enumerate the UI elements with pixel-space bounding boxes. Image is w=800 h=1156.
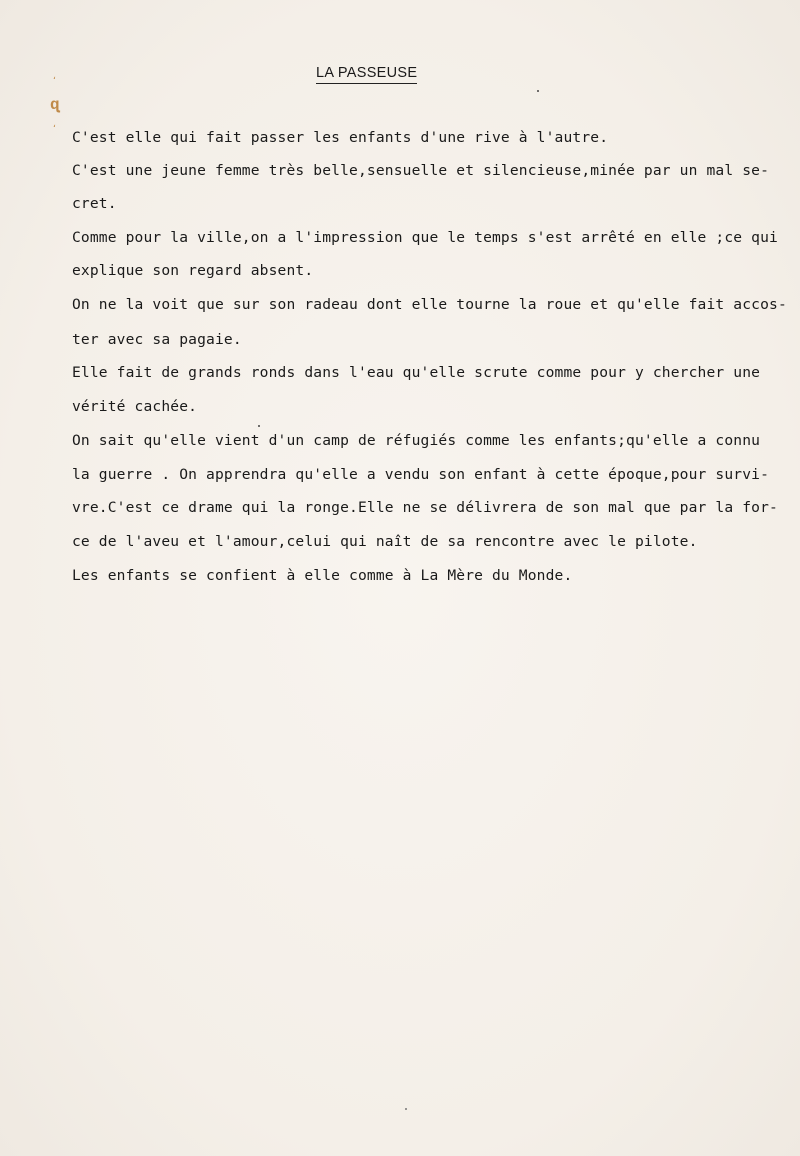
- page-title: LA PASSEUSE: [316, 64, 417, 84]
- margin-mark: ʻ: [52, 76, 57, 85]
- text-line: On sait qu'elle vient d'un camp de réfugiés comme les enfants;qu'elle a connu: [72, 432, 761, 449]
- margin-mark: ʻ: [52, 124, 57, 133]
- ink-speck: [258, 425, 260, 427]
- text-line: On ne la voit que sur son radeau dont elle tourne la roue et qu'elle fait accos-: [72, 296, 787, 313]
- text-line: cret.: [72, 195, 117, 212]
- text-line: C'est elle qui fait passer les enfants d'une rive à l'autre.: [72, 129, 609, 146]
- text-line: vérité cachée.: [72, 398, 198, 415]
- ink-speck: [537, 90, 539, 92]
- text-line: ter avec sa pagaie.: [72, 331, 242, 348]
- text-line: C'est une jeune femme très belle,sensuelle et silencieuse,minée par un mal se-: [72, 162, 770, 179]
- text-line: explique son regard absent.: [72, 262, 314, 279]
- text-line: Comme pour la ville,on a l'impression que le temps s'est arrêté en elle ;ce qui: [72, 229, 778, 246]
- text-line: Elle fait de grands ronds dans l'eau qu'elle scrute comme pour y chercher une: [72, 364, 761, 381]
- text-line: Les enfants se confient à elle comme à La Mère du Monde.: [72, 567, 573, 584]
- margin-mark: ɋ: [50, 94, 60, 113]
- text-line: ce de l'aveu et l'amour,celui qui naît de sa rencontre avec le pilote.: [72, 533, 698, 550]
- ink-speck: [405, 1108, 407, 1110]
- text-line: vre.C'est ce drame qui la ronge.Elle ne se délivrera de son mal que par la for-: [72, 499, 778, 516]
- text-line: la guerre . On apprendra qu'elle a vendu son enfant à cette époque,pour survi-: [72, 466, 770, 483]
